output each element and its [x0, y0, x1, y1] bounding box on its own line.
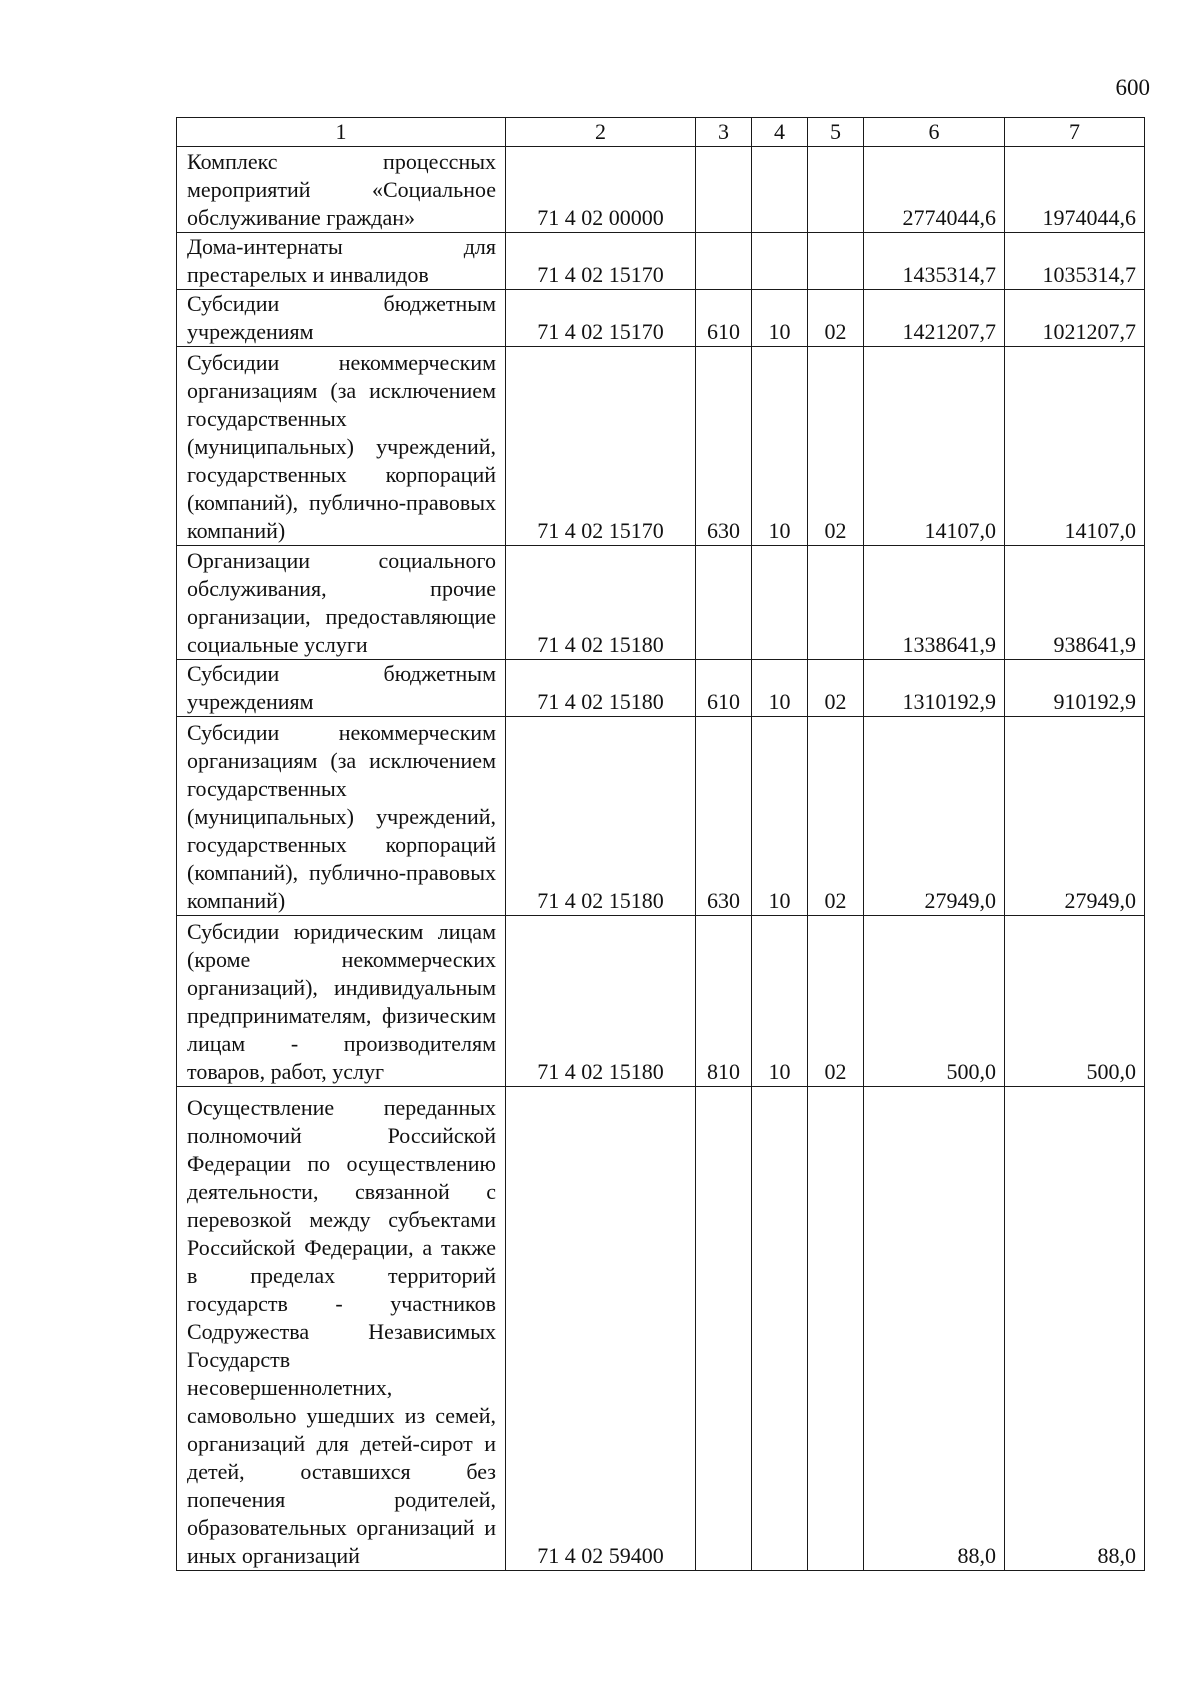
row-subsection: 02 [808, 660, 864, 717]
row-section: 10 [752, 717, 808, 916]
row-subsection: 02 [808, 717, 864, 916]
budget-table [176, 117, 1145, 1571]
row-section [752, 1087, 808, 1571]
header-col-3: 3 [696, 118, 752, 147]
row-expense-type: 630 [696, 347, 752, 546]
row-section [752, 546, 808, 660]
row-expense-type [696, 546, 752, 660]
row-section: 10 [752, 660, 808, 717]
row-target-code: 71 4 02 15180 [506, 660, 696, 717]
row-section: 10 [752, 290, 808, 347]
table-row [177, 347, 1145, 546]
row-target-code: 71 4 02 15170 [506, 290, 696, 347]
row-expense-type [696, 233, 752, 290]
row-amount-col7: 910192,9 [1005, 660, 1145, 717]
row-name: Организации социального обслуживания, прочие организации, предоставляющие социальные услуги [177, 546, 506, 660]
table-row [177, 290, 1145, 347]
header-col-4: 4 [752, 118, 808, 147]
row-expense-type: 630 [696, 717, 752, 916]
table-row [177, 717, 1145, 916]
row-section: 10 [752, 347, 808, 546]
row-amount-col7: 1035314,7 [1005, 233, 1145, 290]
row-expense-type [696, 1087, 752, 1571]
row-name: Субсидии юридическим лицам (кроме некоммерческих организаций), индивидуальным предпринимателям, физическим лицам - производителям товаров, работ, услуг [177, 916, 506, 1087]
row-subsection: 02 [808, 347, 864, 546]
row-target-code: 71 4 02 15180 [506, 916, 696, 1087]
row-name: Осуществление переданных полномочий Российской Федерации по осуществлению деятельности, связанной с перевозкой между субъектами Российской Федерации, а также в пределах территорий государств - участников Содружества Независимых Государств несовершеннолетних, самовольно ушедших из семей, организаций для детей-сирот и детей, оставшихся без попечения родителей, образовательных организаций и иных организаций [177, 1087, 506, 1571]
row-amount-col6: 500,0 [864, 916, 1005, 1087]
row-target-code: 71 4 02 59400 [506, 1087, 696, 1571]
header-col-1: 1 [177, 118, 506, 147]
row-expense-type: 810 [696, 916, 752, 1087]
header-col-2: 2 [506, 118, 696, 147]
header-col-7: 7 [1005, 118, 1145, 147]
row-name: Субсидии некоммерческим организациям (за исключением государственных (муниципальных) учреждений, государственных корпораций (компаний), публично-правовых компаний) [177, 347, 506, 546]
row-amount-col6: 2774044,6 [864, 147, 1005, 233]
table-row [177, 147, 1145, 233]
row-target-code: 71 4 02 15170 [506, 233, 696, 290]
row-amount-col6: 1435314,7 [864, 233, 1005, 290]
row-section [752, 233, 808, 290]
row-subsection: 02 [808, 290, 864, 347]
row-amount-col7: 500,0 [1005, 916, 1145, 1087]
row-name: Субсидии бюджетным учреждениям [177, 660, 506, 717]
row-amount-col7: 1974044,6 [1005, 147, 1145, 233]
header-row [177, 118, 1145, 147]
row-expense-type [696, 147, 752, 233]
row-amount-col7: 88,0 [1005, 1087, 1145, 1571]
page-number: 600 [1115, 75, 1150, 100]
row-target-code: 71 4 02 00000 [506, 147, 696, 233]
row-name: Субсидии бюджетным учреждениям [177, 290, 506, 347]
row-amount-col6: 1421207,7 [864, 290, 1005, 347]
table-row [177, 916, 1145, 1087]
table-header [177, 118, 1145, 147]
row-amount-col6: 1310192,9 [864, 660, 1005, 717]
row-amount-col7: 14107,0 [1005, 347, 1145, 546]
table-row [177, 660, 1145, 717]
row-section [752, 147, 808, 233]
row-amount-col6: 27949,0 [864, 717, 1005, 916]
row-name: Дома-интернаты для престарелых и инвалидов [177, 233, 506, 290]
row-expense-type: 610 [696, 290, 752, 347]
row-subsection [808, 1087, 864, 1571]
row-target-code: 71 4 02 15170 [506, 347, 696, 546]
row-name: Комплекс процессных мероприятий «Социальное обслуживание граждан» [177, 147, 506, 233]
header-col-5: 5 [808, 118, 864, 147]
row-section: 10 [752, 916, 808, 1087]
table-row [177, 1087, 1145, 1571]
row-amount-col7: 1021207,7 [1005, 290, 1145, 347]
row-expense-type: 610 [696, 660, 752, 717]
row-amount-col6: 88,0 [864, 1087, 1005, 1571]
row-subsection [808, 233, 864, 290]
table-row [177, 546, 1145, 660]
row-amount-col6: 1338641,9 [864, 546, 1005, 660]
row-target-code: 71 4 02 15180 [506, 546, 696, 660]
table-row [177, 233, 1145, 290]
header-col-6: 6 [864, 118, 1005, 147]
row-subsection: 02 [808, 916, 864, 1087]
row-amount-col7: 27949,0 [1005, 717, 1145, 916]
row-subsection [808, 147, 864, 233]
row-amount-col7: 938641,9 [1005, 546, 1145, 660]
table-body [177, 147, 1145, 1571]
row-amount-col6: 14107,0 [864, 347, 1005, 546]
row-subsection [808, 546, 864, 660]
row-name: Субсидии некоммерческим организациям (за исключением государственных (муниципальных) учреждений, государственных корпораций (компаний), публично-правовых компаний) [177, 717, 506, 916]
row-target-code: 71 4 02 15180 [506, 717, 696, 916]
